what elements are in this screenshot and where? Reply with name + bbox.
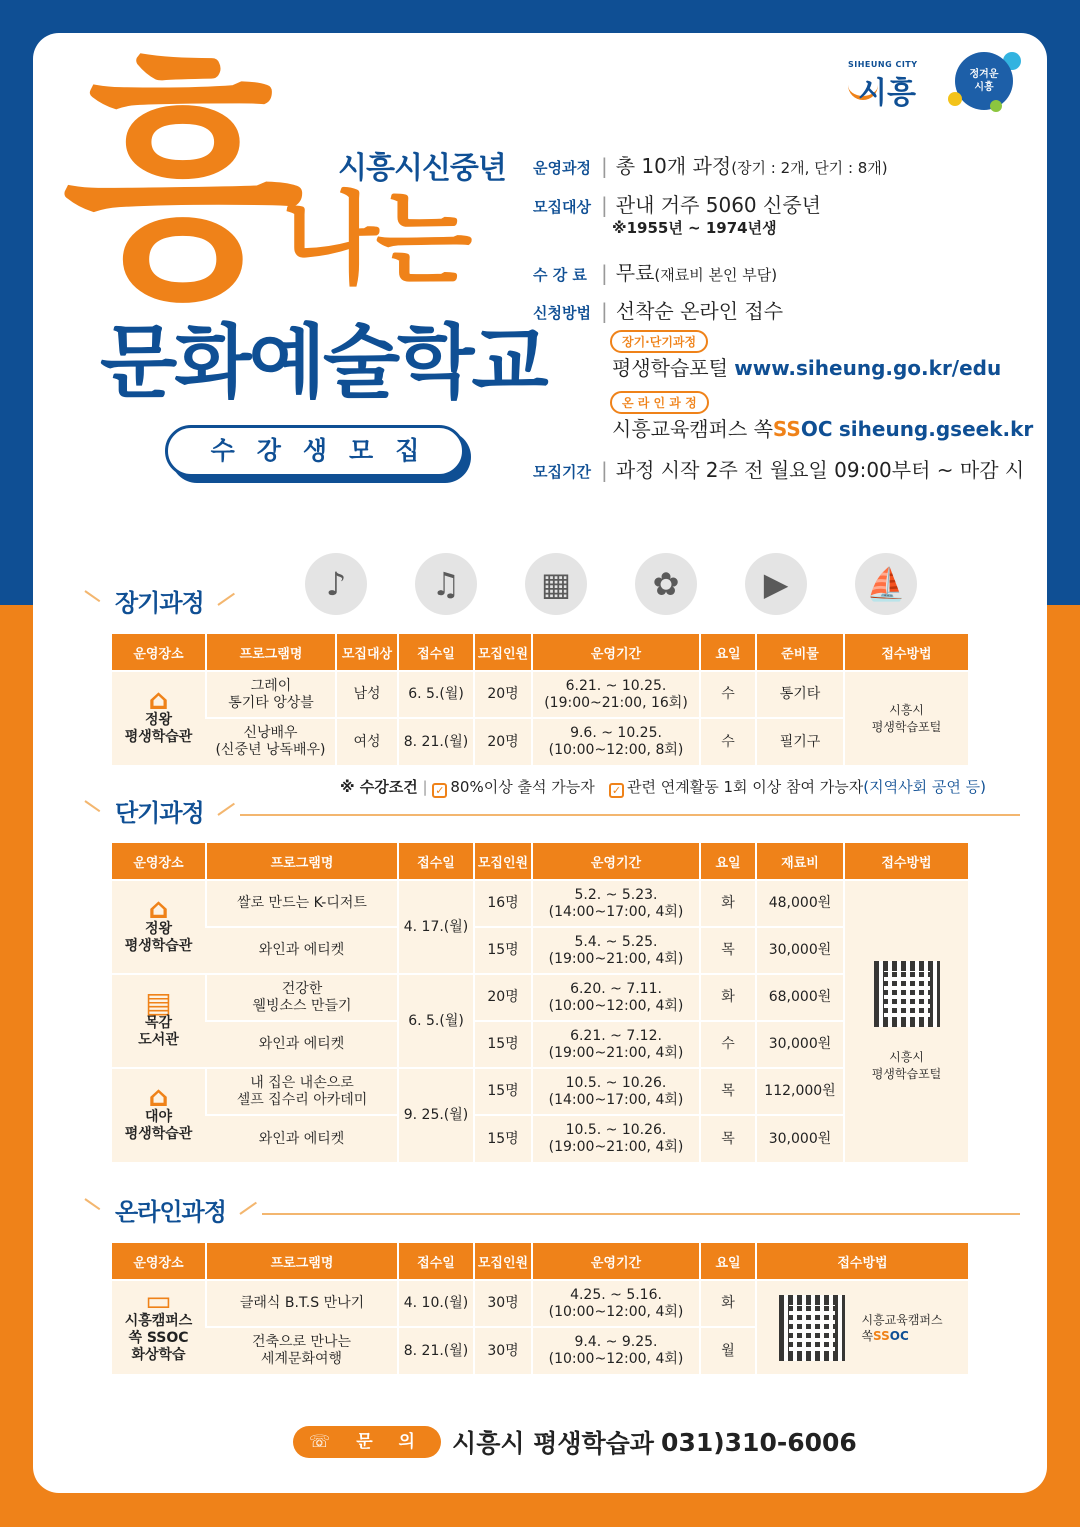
program-name: 와인과 에티켓: [206, 1115, 398, 1162]
section-title-online: 온라인과정: [115, 1198, 226, 1226]
weekday: 수: [700, 671, 756, 718]
info-value: 총 10개 과정: [615, 154, 732, 178]
weekday: 화: [700, 974, 756, 1021]
info-portal: [612, 352, 1001, 381]
col-header: 접수일: [398, 1243, 474, 1280]
apply-date: 8. 21.(월): [398, 718, 474, 765]
col-header: 프로그램명: [206, 634, 336, 671]
ssoc-oc: OC: [889, 1328, 909, 1343]
program-name: 내 집은 내손으로 셀프 집수리 아카데미: [206, 1068, 398, 1115]
program-name: 건축으로 만나는 세계문화여행: [206, 1327, 398, 1374]
info-label: 모집기간: [533, 463, 591, 481]
supplies: 필기구: [756, 718, 844, 765]
period: 5.2. ~ 5.23. (14:00~17:00, 4회): [532, 880, 700, 927]
school-icon: ⌂: [148, 683, 169, 716]
subtitle-city: 시흥시: [338, 151, 422, 186]
contact-department: 시흥시 평생학습과: [452, 1429, 654, 1458]
pill-long-short: [610, 327, 708, 353]
table-row: [112, 1021, 968, 1068]
pill-label: 장기·단기과정: [610, 330, 708, 353]
col-header: 프로그램명: [206, 843, 398, 880]
col-header: 운영기간: [532, 634, 700, 671]
school-icon: ⌂: [148, 1080, 169, 1113]
capacity: 20명: [474, 718, 532, 765]
period: 10.5. ~ 10.26. (19:00~21:00, 4회): [532, 1115, 700, 1162]
campus-name: 시흥교육캠퍼스 쏙: [612, 417, 773, 441]
weekday: 목: [700, 1068, 756, 1115]
program-name: 와인과 에티켓: [206, 1021, 398, 1068]
period: 9.6. ~ 10.25. (10:00~12:00, 8회): [532, 718, 700, 765]
phone-icon: ☏: [309, 1432, 341, 1452]
capacity: 15명: [474, 1115, 532, 1162]
info-period: 모집기간 | 과정 시작 2주 전 월요일 09:00부터 ~ 마감 시: [533, 458, 1025, 482]
apply-method: 시흥시 평생학습포털: [844, 671, 968, 765]
qr-code-icon[interactable]: [779, 1295, 845, 1361]
drummer-icon: ♪: [305, 553, 367, 615]
capacity: 15명: [474, 927, 532, 974]
title-main: 문화예술학교: [100, 316, 546, 409]
city-seal-logo: 정겨운 시흥: [955, 52, 1013, 110]
col-header: 모집인원: [474, 1243, 532, 1280]
period: 6.21. ~ 10.25. (19:00~21:00, 16회): [532, 671, 700, 718]
contact-bar: [293, 1424, 857, 1460]
info-label: 모집대상: [533, 198, 591, 216]
weekday: 목: [700, 1115, 756, 1162]
col-header: 접수일: [398, 634, 474, 671]
weekday: 수: [700, 718, 756, 765]
apply-date: 4. 17.(월): [398, 880, 474, 974]
condition-2-note: (지역사회 공연 등): [863, 778, 986, 796]
siheung-city-logo: [848, 60, 944, 111]
period: 4.25. ~ 5.16. (10:00~12:00, 4회): [532, 1280, 700, 1327]
seal-dot-yellow: [948, 92, 962, 106]
table-row: [112, 880, 968, 927]
material-fee: 30,000원: [756, 1021, 844, 1068]
place-name: 목감 도서관: [138, 1014, 179, 1048]
col-header: 운영장소: [112, 843, 206, 880]
program-name: 건강한 웰빙소스 만들기: [206, 974, 398, 1021]
col-header: 운영기간: [532, 1243, 700, 1280]
table-row: [112, 1115, 968, 1162]
city-logo-text: 시흥: [858, 76, 916, 111]
ssoc-ss: SS: [873, 1328, 890, 1343]
contact-label: 문 의: [356, 1432, 425, 1452]
qr-code-icon[interactable]: [874, 961, 940, 1027]
apply-date: 8. 21.(월): [398, 1327, 474, 1374]
place-name: 대야 평생학습관: [124, 1109, 193, 1142]
material-fee: 68,000원: [756, 974, 844, 1021]
target: 여성: [336, 718, 398, 765]
col-header: 접수방법: [844, 843, 968, 880]
info-value: 선착순 온라인 접수: [615, 299, 784, 323]
info-note: (장기 : 2개, 단기 : 8개): [731, 159, 888, 177]
opera-house-icon: ⛵: [855, 553, 917, 615]
section-title-long: 장기과정: [115, 589, 204, 617]
program-name: 클래식 B.T.S 만나기: [206, 1280, 398, 1327]
weekday: 화: [700, 1280, 756, 1327]
table-row: [112, 671, 968, 718]
info-label: 운영과정: [533, 159, 591, 177]
table-row: [112, 1280, 968, 1327]
condition-1: 80%이상 출석 가능자: [450, 778, 595, 796]
info-campus: [612, 413, 1033, 442]
city-logo-small-text: SIHEUNG CITY: [848, 60, 918, 69]
apply-method: 시흥시 평생학습포털: [871, 1049, 942, 1081]
pill-label: 온 라 인 과 정: [610, 391, 709, 414]
place-cell: [112, 1068, 206, 1162]
capacity: 20명: [474, 671, 532, 718]
apply-date: 6. 5.(월): [398, 974, 474, 1068]
weekday: 월: [700, 1327, 756, 1374]
col-header: 운영장소: [112, 1243, 206, 1280]
contact-phone[interactable]: 031)310-6006: [661, 1427, 857, 1457]
subtitle-target: 신중년: [421, 151, 506, 186]
capacity: 15명: [474, 1068, 532, 1115]
section-rule: [262, 1213, 1020, 1215]
period: 6.20. ~ 7.11. (10:00~12:00, 4회): [532, 974, 700, 1021]
info-target: 모집대상 | 관내 거주 5060 신중년: [533, 193, 821, 217]
info-value: 과정 시작 2주 전 월요일 09:00부터 ~ 마감 시: [615, 458, 1025, 482]
col-header: 요일: [700, 1243, 756, 1280]
weekday: 목: [700, 927, 756, 974]
table-row: [112, 974, 968, 1021]
col-header: 모집인원: [474, 634, 532, 671]
col-header: 접수방법: [844, 634, 968, 671]
apply-date: 6. 5.(월): [398, 671, 474, 718]
col-header: 요일: [700, 634, 756, 671]
info-courses: 운영과정 | 총 10개 과정(장기 : 2개, 단기 : 8개): [533, 154, 888, 178]
book-icon: ▤: [145, 985, 172, 1019]
info-label: 신청방법: [533, 304, 591, 322]
col-header: 접수일: [398, 843, 474, 880]
place-cell: [112, 1280, 206, 1374]
ssoc-oc: OC: [800, 417, 833, 441]
portal-url-link[interactable]: www.siheung.go.kr/edu: [734, 356, 1002, 380]
period: 9.4. ~ 9.25. (10:00~12:00, 4회): [532, 1327, 700, 1374]
apply-method-b: 쏙: [861, 1328, 874, 1343]
capacity: 15명: [474, 1021, 532, 1068]
title-heung: 흥: [62, 39, 294, 330]
info-value: 무료: [615, 261, 655, 285]
col-header: 운영장소: [112, 634, 206, 671]
brick-wall-icon: ▦: [525, 553, 587, 615]
capacity: 30명: [474, 1280, 532, 1327]
check-icon: ✓: [609, 783, 624, 798]
monitor-icon: ▭: [145, 1283, 172, 1317]
material-fee: 48,000원: [756, 880, 844, 927]
seal-dot-green: [990, 100, 1002, 112]
weekday: 화: [700, 880, 756, 927]
capacity: 16명: [474, 880, 532, 927]
info-label: 수 강 료: [533, 266, 587, 284]
place-cell: [112, 880, 206, 974]
material-fee: 30,000원: [756, 1115, 844, 1162]
short-course-table: [112, 843, 968, 1162]
program-name: 그레이 통기타 앙상블: [206, 671, 336, 718]
school-icon: ⌂: [148, 891, 169, 925]
apply-date: 4. 10.(월): [398, 1280, 474, 1327]
capacity: 30명: [474, 1327, 532, 1374]
col-header: 접수방법: [756, 1243, 968, 1280]
info-value: 관내 거주 5060 신중년: [615, 193, 821, 217]
apply-method-cell: [756, 1280, 968, 1374]
long-course-table: [112, 634, 968, 765]
material-fee: 30,000원: [756, 927, 844, 974]
period: 5.4. ~ 5.25. (19:00~21:00, 4회): [532, 927, 700, 974]
check-icon: ✓: [432, 783, 447, 798]
place-name: 정왕 평생학습관: [124, 920, 193, 954]
section-rule: [240, 814, 1020, 816]
cupcake-icon: ✿: [635, 553, 697, 615]
pill-online: [610, 388, 709, 414]
condition-2: 관련 연계활동 1회 이상 참여 가능자: [627, 778, 864, 796]
period: 6.21. ~ 7.12. (19:00~21:00, 4회): [532, 1021, 700, 1068]
place-name: 시흥캠퍼스 쏙 SSOC 화상학습: [124, 1312, 193, 1363]
place-cell: [112, 671, 206, 765]
ssoc-ss: SS: [772, 417, 801, 441]
contact-pill: [293, 1426, 441, 1458]
col-header: 요일: [700, 843, 756, 880]
info-note: (재료비 본인 부담): [654, 266, 778, 284]
capacity: 20명: [474, 974, 532, 1021]
info-method: 신청방법 | 선착순 온라인 접수: [533, 299, 784, 323]
material-fee: 112,000원: [756, 1068, 844, 1115]
portal-name: 평생학습포털: [612, 356, 728, 380]
recruit-badge: 수강생모집: [165, 425, 465, 477]
col-header: 준비물: [756, 634, 844, 671]
campus-url-link[interactable]: siheung.gseek.kr: [838, 417, 1034, 441]
table-row: [112, 1068, 968, 1115]
online-course-table: [112, 1243, 968, 1374]
program-name: 와인과 에티켓: [206, 927, 398, 974]
apply-method: 시흥교육캠퍼스: [861, 1312, 943, 1327]
apply-method-cell: [844, 880, 968, 1162]
program-name: 쌀로 만드는 K-디저트: [206, 880, 398, 927]
col-header: 재료비: [756, 843, 844, 880]
info-fee: 수 강 료 | 무료(재료비 본인 부담): [533, 261, 778, 285]
course-conditions: ※ 수강조건 | ✓ 80%이상 출석 가능자 ✓ 관련 연계활동 1회 이상 참여 가능자(지역사회 공연 등): [340, 778, 986, 797]
col-header: 모집대상: [336, 634, 398, 671]
col-header: 운영기간: [532, 843, 700, 880]
guitar-icon: ♫: [415, 553, 477, 615]
table-row: [112, 927, 968, 974]
section-title-short: 단기과정: [115, 799, 204, 827]
table-row: [112, 718, 968, 765]
program-name: 신낭배우 (신중년 낭독배우): [206, 718, 336, 765]
info-birth-years: ※1955년 ~ 1974년생: [612, 219, 777, 237]
film-icon: ▶: [745, 553, 807, 615]
place-cell: [112, 974, 206, 1068]
apply-date: 9. 25.(월): [398, 1068, 474, 1162]
supplies: 통기타: [756, 671, 844, 718]
title-nanun: 나는: [282, 181, 470, 298]
weekday: 수: [700, 1021, 756, 1068]
period: 10.5. ~ 10.26. (14:00~17:00, 4회): [532, 1068, 700, 1115]
conditions-label: ※ 수강조건: [340, 778, 418, 796]
col-header: 프로그램명: [206, 1243, 398, 1280]
target: 남성: [336, 671, 398, 718]
place-name: 정왕 평생학습관: [124, 712, 193, 745]
col-header: 모집인원: [474, 843, 532, 880]
